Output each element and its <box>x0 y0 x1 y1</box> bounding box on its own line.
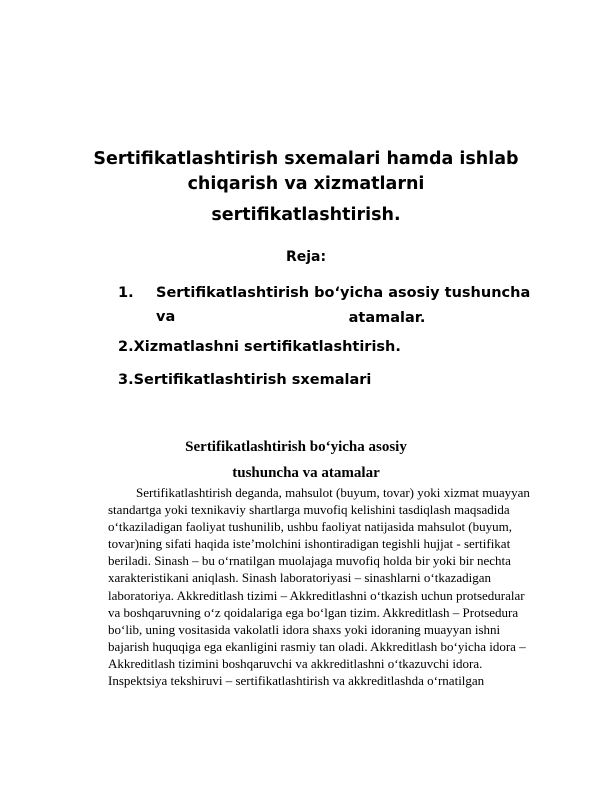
section-heading-line-1: Sertifikatlashtirish bo‘yicha asosiy <box>185 439 407 455</box>
body-paragraph <box>108 484 532 689</box>
body-paragraph-text: Sertifikatlashtirish deganda, mahsulot (buyum, tovar) yoki xizmat muayyan standartga yoki texnikaviy shartlarga muvofiq kelishini tasdiqlash maqsadida o‘tkaziladigan faoliyat tushunilib, ushbu faoliyat natijasida mahsulot (buyum, tovar)ning sifati haqida iste’molchini ishontiradigan tegishli hujjat - sertifikat beriladi. Sinash – bu o‘rnatilgan muolajaga muvofiq holda bir yoki bir nechta xarakteristikani aniqlash. Sinash laboratoriyasi – sinashlarni o‘tkazadigan laboratoriya. Akkreditlash tizimi – Akkreditlashni o‘tkazish uchun protseduralar va boshqaruvning o‘z qoidalariga ega bo‘lgan tizim. Akkreditlash – Protsedura bo‘lib, uning vositasida vakolatli idora shaxs yoki idoraning muayyan ishni bajarish huquqiga ega ekanligini rasmiy tan oladi. Akkreditlash bo‘yicha idora – Akkreditlash tizimini boshqaruvchi va akkreditlashni o‘tkazuvchi idora. Inspektsiya tekshiruvi – sertifikatlashtirish va akkreditlashda o‘rnatilgan <box>108 485 530 689</box>
plan-item-1-number: 1. <box>118 285 134 301</box>
section-heading <box>0 434 612 486</box>
title-line-2: chiqarish va xizmatlarni <box>187 174 425 194</box>
plan-heading: Reja: <box>285 249 327 265</box>
plan-item-2: 2.Xizmatlashni sertifikatlashtirish. <box>118 339 401 355</box>
title-line-3: sertifikatlashtirish. <box>211 205 401 225</box>
plan-item-3: 3.Sertifikatlashtirish sxemalari <box>118 372 372 388</box>
section-heading-line-2: tushuncha va atamalar <box>232 465 380 481</box>
plan-item-1-text-cont: atamalar. <box>348 310 426 326</box>
document-title <box>60 147 552 228</box>
title-line-1: Sertifikatlashtirish sxemalari hamda ishlab <box>93 149 519 169</box>
plan-item-1-text: Sertifikatlashtirish bo‘yicha asosiy tushuncha va <box>156 285 531 325</box>
